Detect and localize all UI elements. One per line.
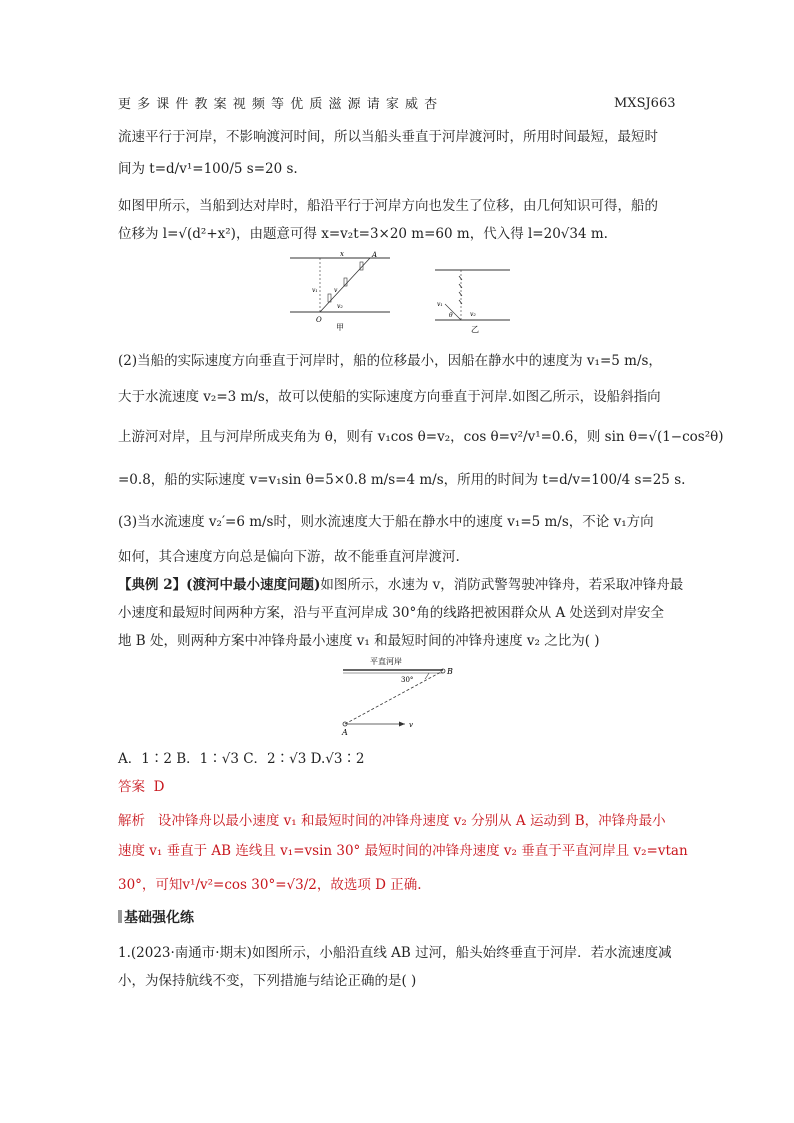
text-line: 位移为 l=√(d²+x²)，由题意可得 x=v₂t=3×20 m=60 m，代入得 l=20√34 m.: [118, 226, 608, 242]
analysis-label: 解析: [118, 813, 145, 829]
figure-river: [335, 652, 465, 737]
text-line: (2)当船的实际速度方向垂直于河岸时，船的位移最小，因船在静水中的速度为 v₁=5 m/s，: [118, 353, 662, 369]
fig-label: v: [334, 287, 338, 294]
analysis-line: 速度 v₁ 垂直于 AB 连线且 v₁=vsin 30° 最短时间的冲锋舟速度 v₂ 垂直于平直河岸且 v₂=vtan: [118, 843, 688, 859]
example-title: [118, 576, 683, 594]
answer-line: [118, 778, 164, 796]
answer-value: D: [153, 779, 165, 795]
fig-label: v₁: [312, 287, 318, 294]
fig-label: v₂: [337, 303, 343, 310]
text-line: 间为 t=d/v¹=100/5 s=20 s.: [118, 161, 298, 177]
figure-jia: [290, 250, 390, 335]
analysis-line: 30°，可知v¹/v²=cos 30°=√3/2，故选项 D 正确.: [118, 877, 422, 893]
fig-caption: 乙: [471, 325, 479, 334]
example-label: 【典例 2】(渡河中最小速度问题): [118, 577, 321, 593]
text-line: 地 B 处，则两种方案中冲锋舟最小速度 v₁ 和最短时间的冲锋舟速度 v₂ 之比为( ): [118, 633, 600, 649]
options: A．1∶2 B．1∶√3 C．2∶√3 D.√3∶2: [118, 751, 365, 767]
fig-label: 平直河岸: [370, 657, 402, 666]
text-line: 大于水流速度 v₂=3 m/s，故可以使船的实际速度方向垂直于河岸.如图乙所示，设船斜指向: [118, 389, 661, 405]
fig-label: 30°: [401, 676, 414, 684]
fig-label: θ: [449, 312, 453, 319]
fig-label: v₂: [470, 311, 476, 318]
text-line: 小速度和最短时间两种方案，沿与平直河岸成 30°角的线路把被困群众从 A 处送到对岸安全: [118, 605, 665, 621]
fig-label: B: [447, 667, 453, 676]
question-line: 1.(2023·南通市·期末)如图所示，小船沿直线 AB 过河，船头始终垂直于河岸．若水流速度减: [118, 945, 672, 961]
analysis-line: [118, 812, 666, 830]
fig-label: v₁: [437, 301, 443, 308]
text-line: 如图甲所示，当船到达对岸时，船沿平行于河岸方向也发生了位移，由几何知识可得，船的: [118, 198, 658, 214]
section-title: 基础强化练: [124, 910, 194, 926]
example-text: 如图所示，水速为 v，消防武警驾驶冲锋舟，若采取冲锋舟最: [320, 577, 684, 593]
fig-label: A: [342, 728, 348, 737]
section-bar-icon: [118, 910, 122, 923]
analysis-text: 设冲锋舟以最小速度 v₁ 和最短时间的冲锋舟速度 v₂ 分别从 A 运动到 B，冲锋舟最小: [157, 813, 666, 829]
section-heading: [118, 907, 194, 927]
figure-yi: [435, 262, 510, 337]
text-line: 流速平行于河岸，不影响渡河时间，所以当船头垂直于河岸渡河时，所用时间最短，最短时: [118, 129, 658, 145]
fig-label: v: [409, 721, 413, 729]
text-line: 如何，其合速度方向总是偏向下游，故不能垂直河岸渡河.: [118, 549, 460, 565]
text-line: 上游河对岸，且与河岸所成夹角为 θ，则有 v₁cos θ=v₂，cos θ=v²/v¹=0.6，则 sin θ=√(1−cos²θ): [118, 429, 724, 445]
header-code: MXSJ663: [614, 96, 676, 111]
header-text: 更 多 课 件 教 案 视 频 等 优 质 滋 源 请 家 威 杏: [118, 97, 439, 112]
answer-label: 答案: [118, 779, 145, 795]
fig-label: O: [316, 316, 322, 324]
fig-label: A: [372, 251, 378, 259]
text-line: =0.8，船的实际速度 v=v₁sin θ=5×0.8 m/s=4 m/s，所用的时间为 t=d/v=100/4 s=25 s.: [118, 472, 686, 488]
fig-label: x: [340, 250, 344, 258]
question-line: 小，为保持航线不变，下列措施与结论正确的是( ): [118, 973, 417, 989]
text-line: (3)当水流速度 v₂′=6 m/s时，则水流速度大于船在静水中的速度 v₁=5 m/s，不论 v₁方向: [118, 514, 654, 530]
fig-caption: 甲: [336, 323, 344, 332]
